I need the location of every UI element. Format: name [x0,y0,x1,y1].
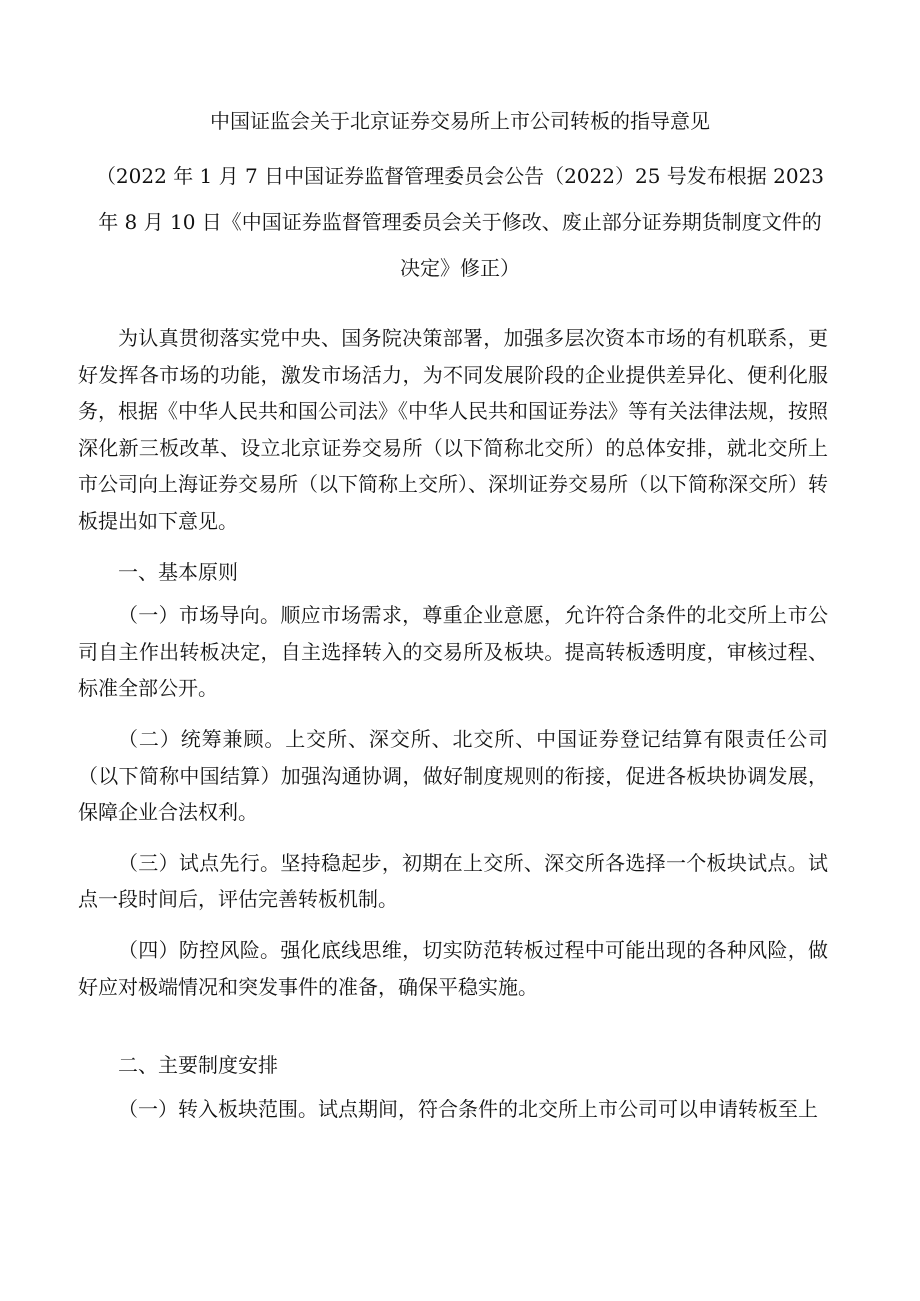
document-body [78,320,828,1127]
title-block [90,108,830,291]
document-subtitle: （2022 年 1 月 7 日中国证券监督管理委员会公告（2022）25 号发布根据 2023 年 8 月 10 日《中国证券监督管理委员会关于修改、废止部分证券期货制度文件的决定》修正） [95,164,825,280]
section-heading-main-arrangements: 二、主要制度安排 [118,1053,278,1078]
arrangement-item-1: （一）转入板块范围。试点期间，符合条件的北交所上市公司可以申请转板至上 [118,1096,818,1121]
section-heading-basic-principles: 一、基本原则 [118,559,238,584]
principle-item-1: （一）市场导向。顺应市场需求，尊重企业意愿，允许符合条件的北交所上市公司自主作出转板决定，自主选择转入的交易所及板块。提高转板透明度，审核过程、标准全部公开。 [78,603,828,701]
principle-item-3: （三）试点先行。坚持稳起步，初期在上交所、深交所各选择一个板块试点。试点一段时间后，评估完善转板机制。 [78,850,828,912]
principle-item-2: （二）统筹兼顾。上交所、深交所、北交所、中国证券登记结算有限责任公司（以下简称中国结算）加强沟通协调，做好制度规则的衔接，促进各板块协调发展，保障企业合法权利。 [78,726,828,825]
principle-item-4: （四）防控风险。强化底线思维，切实防范转板过程中可能出现的各种风险，做好应对极端情况和突发事件的准备，确保平稳实施。 [78,937,828,999]
intro-paragraph: 为认真贯彻落实党中央、国务院决策部署，加强多层次资本市场的有机联系，更好发挥各市场的功能，激发市场活力，为不同发展阶段的企业提供差异化、便利化服务，根据《中华人民共和国公司法》《中华人民共和国证券法》等有关法律法规，按照深化新三板改革、设立北京证券交易所（以下简称北交所）的总体安排，就北交所上市公司向上海证券交易所（以下简称上交所）、深圳证券交易所（以下简称深交所）转板提出如下意见。 [78,326,828,533]
document-title: 中国证监会关于北京证券交易所上市公司转板的指导意见 [210,109,710,133]
